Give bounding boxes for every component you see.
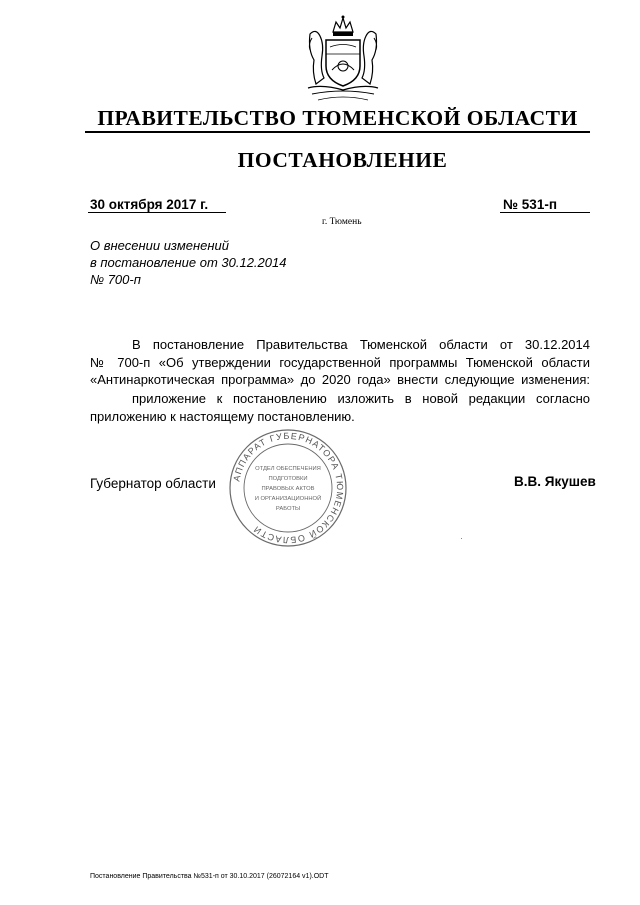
- signer-name: В.В. Якушев: [514, 474, 596, 489]
- date-underline: [88, 212, 226, 213]
- paragraph-line: «Антинаркотическая программа» до 2020 года» внести следующие изменения:: [90, 372, 590, 387]
- seal-ring-text: АППАРАТ ГУБЕРНАТОРА ТЮМЕНСКОЙ ОБЛАСТИ: [231, 430, 346, 546]
- paragraph-line: № 700-п «Об утверждении государственной программы Тюменской области: [90, 354, 590, 370]
- seal-inner-line: И ОРГАНИЗАЦИОННОЙ: [254, 496, 322, 502]
- organization-title: ПРАВИТЕЛЬСТВО ТЮМЕНСКОЙ ОБЛАСТИ: [97, 106, 578, 130]
- stray-mark: [461, 538, 462, 539]
- document-date: 30 октября 2017 г.: [90, 197, 209, 212]
- seal-inner-line: ПОДГОТОВКИ: [268, 476, 308, 482]
- official-seal: [228, 428, 348, 548]
- seal-inner-line: ОТДЕЛ ОБЕСПЕЧЕНИЯ: [255, 466, 321, 472]
- subject-line: в постановление от 30.12.2014: [90, 255, 287, 270]
- document-city: г. Тюмень: [322, 217, 362, 227]
- document-footer: Постановление Правительства №531-п от 30.10.2017 (26072164 v1).ODT: [90, 873, 329, 880]
- paragraph-line: В постановление Правительства Тюменской области от 30.12.2014: [132, 337, 590, 352]
- signer-position: Губернатор области: [90, 476, 216, 491]
- paragraph-line: приложению к настоящему постановлению.: [90, 408, 355, 424]
- body-paragraph-2: [90, 390, 590, 425]
- subject-line: № 700-п: [90, 272, 141, 287]
- seal-inner-line: РАБОТЫ: [275, 506, 301, 512]
- document-number: № 531-п: [503, 197, 557, 212]
- paragraph-line: приложение к постановлению изложить в новой редакции согласно: [132, 391, 590, 406]
- title-underline: [85, 131, 590, 133]
- subject-line: О внесении изменений: [90, 238, 229, 253]
- document-type-heading: ПОСТАНОВЛЕНИЕ: [237, 148, 448, 172]
- body-paragraph-1: [90, 336, 590, 389]
- number-underline: [500, 212, 590, 213]
- seal-inner-line: ПРАВОВЫХ АКТОВ: [261, 486, 315, 492]
- document-subject: [90, 237, 286, 288]
- coat-of-arms-emblem: [302, 14, 384, 102]
